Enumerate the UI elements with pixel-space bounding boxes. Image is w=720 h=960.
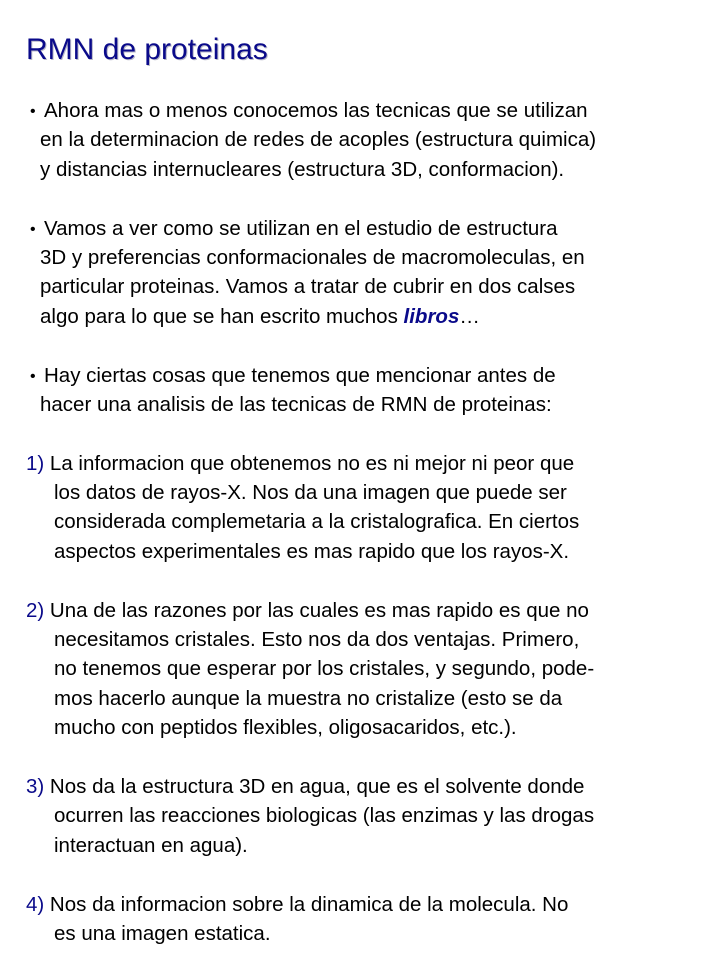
point-number: 4) xyxy=(26,892,45,916)
bullet-icon: • xyxy=(30,220,36,238)
numbered-point xyxy=(26,449,706,567)
point-text-line: La informacion que obtenemos no es ni mejor ni peor que xyxy=(44,451,575,475)
bullet-text-line: y distancias internucleares (estructura 3D, conformacion). xyxy=(40,157,565,181)
bullet-text-line: Vamos a ver como se utilizan en el estudio de estructura xyxy=(44,216,558,240)
point-text-line: Una de las razones por las cuales es mas rapido es que no xyxy=(44,598,589,622)
slide-body xyxy=(26,96,706,948)
point-number: 2) xyxy=(26,598,45,622)
bullet-item xyxy=(26,361,706,420)
point-text-line: mos hacerlo aunque la muestra no cristalize (esto se da xyxy=(54,686,563,710)
bullet-text-line: hacer una analisis de las tecnicas de RMN de proteinas: xyxy=(40,392,552,416)
spacer xyxy=(26,331,706,360)
point-text-line: no tenemos que esperar por los cristales, y segundo, pode- xyxy=(54,657,595,681)
bullet-text-line: Hay ciertas cosas que tenemos que mencionar antes de xyxy=(44,363,556,387)
bullet-text-line: particular proteinas. Vamos a tratar de cubrir en dos calses xyxy=(40,275,576,299)
point-text-line: es una imagen estatica. xyxy=(54,921,271,945)
point-number: 1) xyxy=(26,451,45,475)
point-text-line: considerada complemetaria a la cristalografica. En ciertos xyxy=(54,510,580,534)
emphasized-word: libros xyxy=(403,304,460,328)
spacer xyxy=(26,743,706,772)
point-text-line: aspectos experimentales es mas rapido que los rayos-X. xyxy=(54,539,570,563)
point-text-line: ocurren las reacciones biologicas (las enzimas y las drogas xyxy=(54,804,595,828)
bullet-text-line xyxy=(26,302,706,331)
point-text-line: Nos da la estructura 3D en agua, que es el solvente donde xyxy=(44,774,585,798)
point-text-line: los datos de rayos-X. Nos da una imagen que puede ser xyxy=(54,481,567,505)
spacer xyxy=(26,566,706,595)
point-text-line: mucho con peptidos flexibles, oligosacaridos, etc.). xyxy=(54,716,517,740)
numbered-point xyxy=(26,772,706,860)
point-text-line: necesitamos cristales. Esto nos da dos ventajas. Primero, xyxy=(54,628,580,652)
bullet-text-segment: algo para lo que se han escrito muchos xyxy=(40,304,404,328)
numbered-point xyxy=(26,596,706,743)
spacer xyxy=(26,860,706,889)
bullet-item xyxy=(26,214,706,332)
bullet-icon: • xyxy=(30,103,36,120)
page-title: RMN de proteinas xyxy=(26,33,268,66)
bullet-text-segment: … xyxy=(459,304,480,328)
point-text-line: interactuan en agua). xyxy=(54,833,248,857)
spacer xyxy=(26,184,706,213)
point-number: 3) xyxy=(26,774,45,798)
bullet-text-line: Ahora mas o menos conocemos las tecnicas que se utilizan xyxy=(44,99,588,122)
bullet-icon: • xyxy=(30,367,36,385)
bullet-item xyxy=(26,96,706,184)
spacer xyxy=(26,419,706,448)
numbered-point xyxy=(26,890,706,949)
point-text-line: Nos da informacion sobre la dinamica de la molecula. No xyxy=(44,892,569,916)
bullet-text-line: 3D y preferencias conformacionales de macromoleculas, en xyxy=(40,245,585,269)
bullet-text-line: en la determinacion de redes de acoples (estructura quimica) xyxy=(40,128,597,152)
